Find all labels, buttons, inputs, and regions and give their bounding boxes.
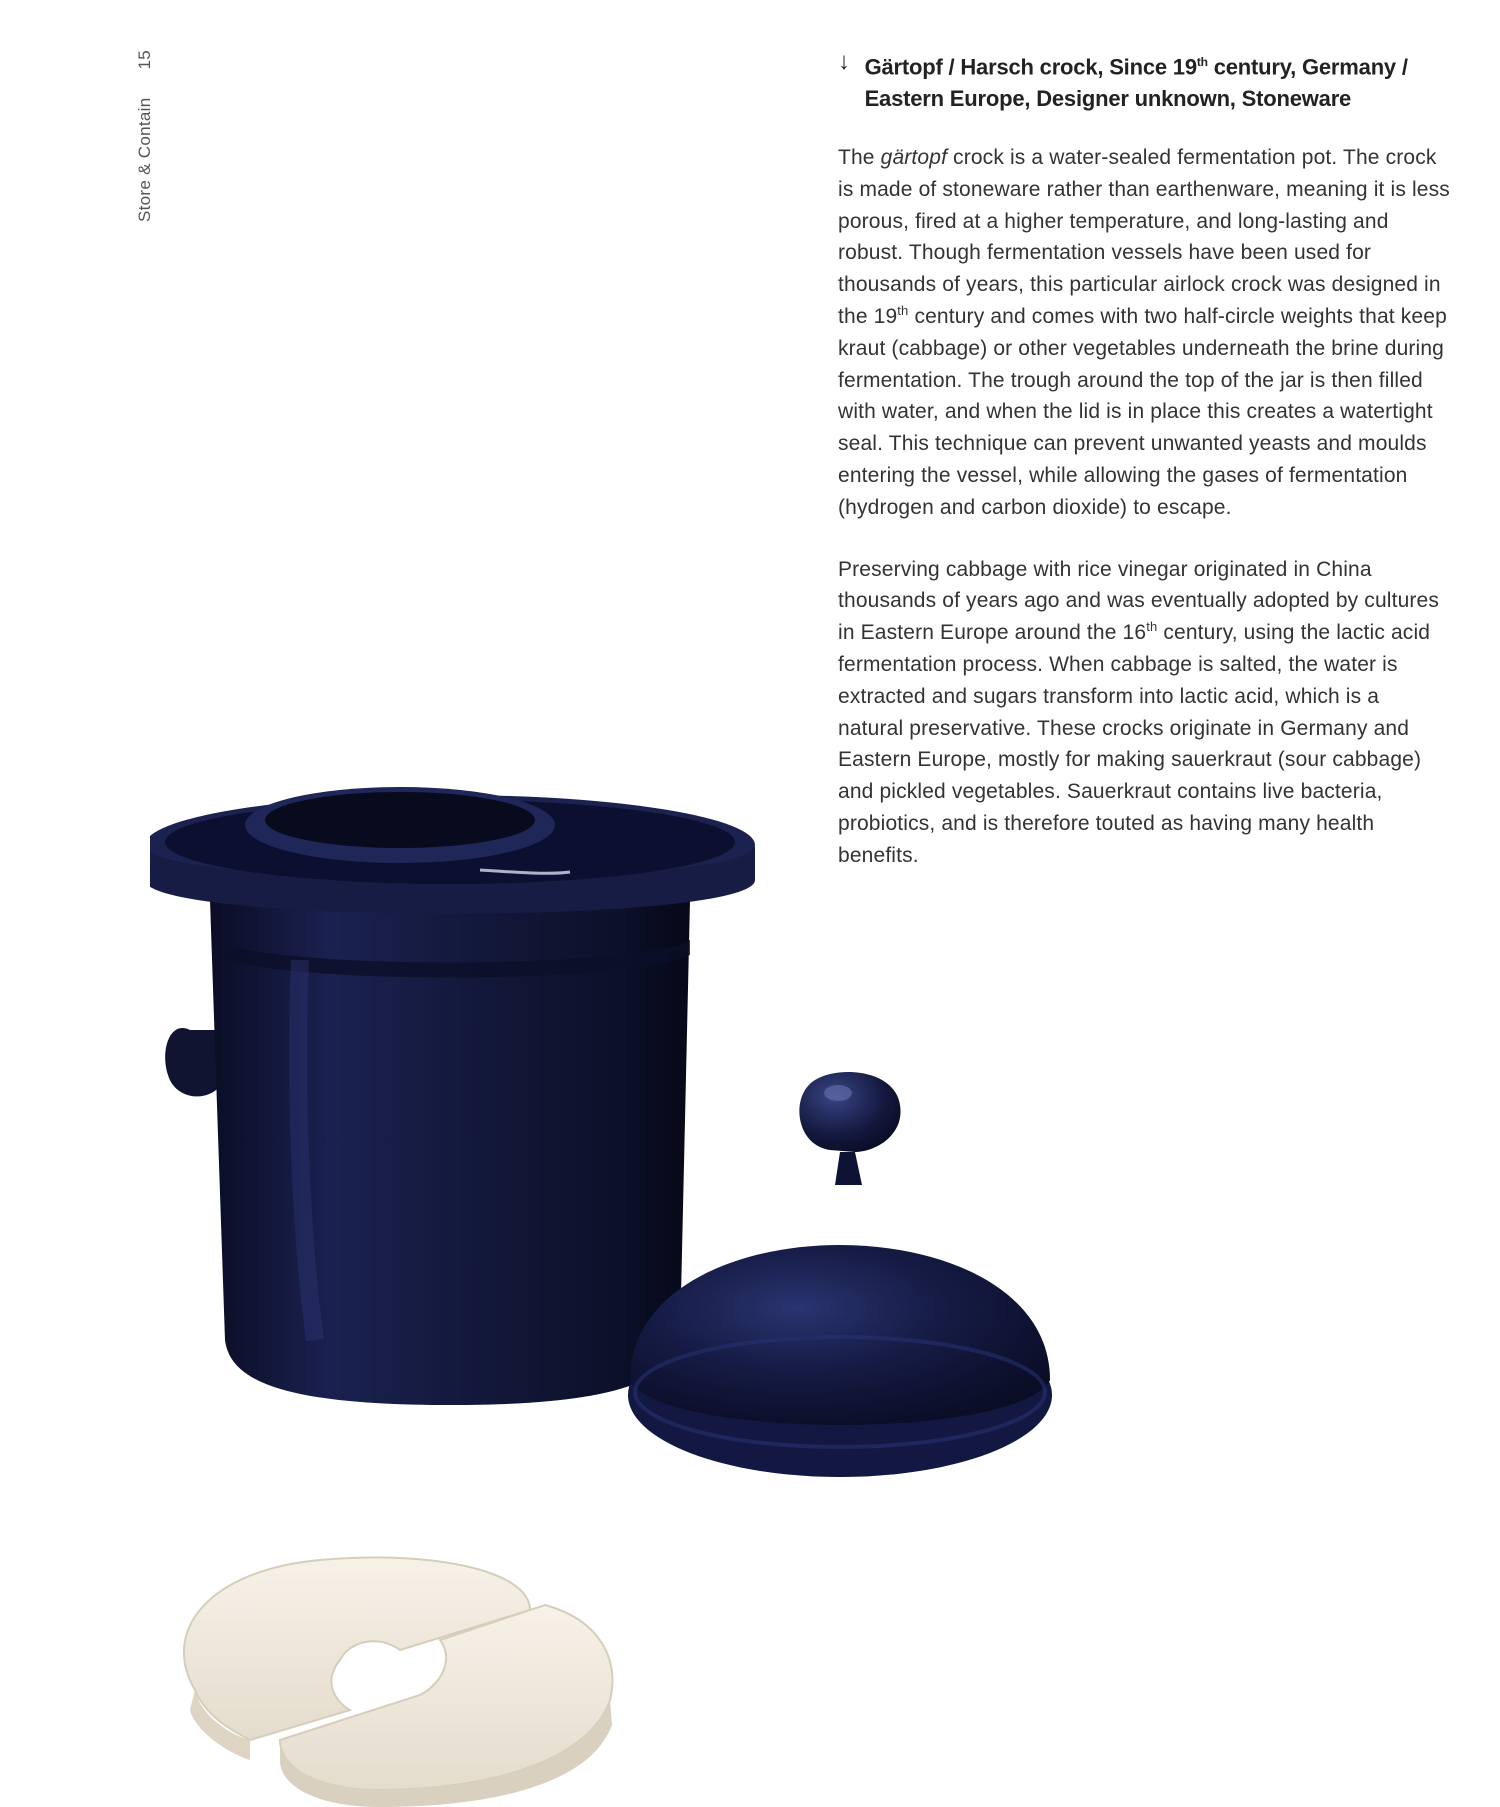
page-number: 15 bbox=[135, 50, 154, 70]
caption-title-sup: th bbox=[1196, 55, 1208, 69]
lid-knob bbox=[799, 1072, 900, 1152]
caption-title-part2: century, Germany / Eastern Europe, Designer unknown, Stoneware bbox=[864, 54, 1408, 112]
object-caption bbox=[838, 46, 1438, 115]
down-arrow-icon: ↓ bbox=[838, 48, 850, 75]
p1-sup: th bbox=[897, 302, 909, 318]
p2-sup: th bbox=[1146, 619, 1158, 635]
caption-title-part1: Gärtopf / Harsch crock, Since 19 bbox=[864, 54, 1197, 80]
fermentation-weights bbox=[184, 1557, 613, 1807]
crock-lid bbox=[628, 1072, 1052, 1477]
section-title: Store & Contain bbox=[135, 97, 154, 223]
caption-title bbox=[865, 46, 1438, 115]
p1-a: The bbox=[838, 146, 881, 169]
p1-c: century and comes with two half-circle weights that keep kraut (cabbage) or other vegetables underneath the brine during fermentation. The trough around the top of the jar is then filled with water, and when the lid is in place this creates a watertight seal. This technique can prevent unwanted yeasts and moulds entering the vessel, while allowing the gases of fermentation (hydrogen and carbon dioxide) to escape. bbox=[838, 304, 1447, 519]
paragraph-1 bbox=[838, 142, 1450, 524]
p2-a: Preserving cabbage with rice vinegar originated in China thousands of years ago and was eventually adopted by cultures in Eastern Europe around the 16 bbox=[838, 557, 1440, 645]
p1-emphasis: gärtopf bbox=[880, 146, 948, 169]
p2-b: century, using the lactic acid fermentation process. When cabbage is salted, the water is extracted and sugars transform into lactic acid, which is a natural preservative. These crocks originate in Germany and Eastern Europe, mostly for making sauerkraut (sour cabbage) and pickled vegetables. Sauerkraut contains live bacteria, probiotics, and is therefore touted as having many health benefits. bbox=[838, 621, 1431, 867]
p1-b: crock is a water-sealed fermentation pot. The crock is made of stoneware rather than earthenware, meaning it is less porous, fired at a higher temperature, and long-lasting and robust. Though fermentation vessels have been used for thousands of years, this particular airlock crock was designed in the 19 bbox=[838, 146, 1450, 328]
product-photo bbox=[150, 780, 1150, 1807]
running-header-text bbox=[125, 50, 165, 280]
running-header bbox=[110, 50, 170, 280]
